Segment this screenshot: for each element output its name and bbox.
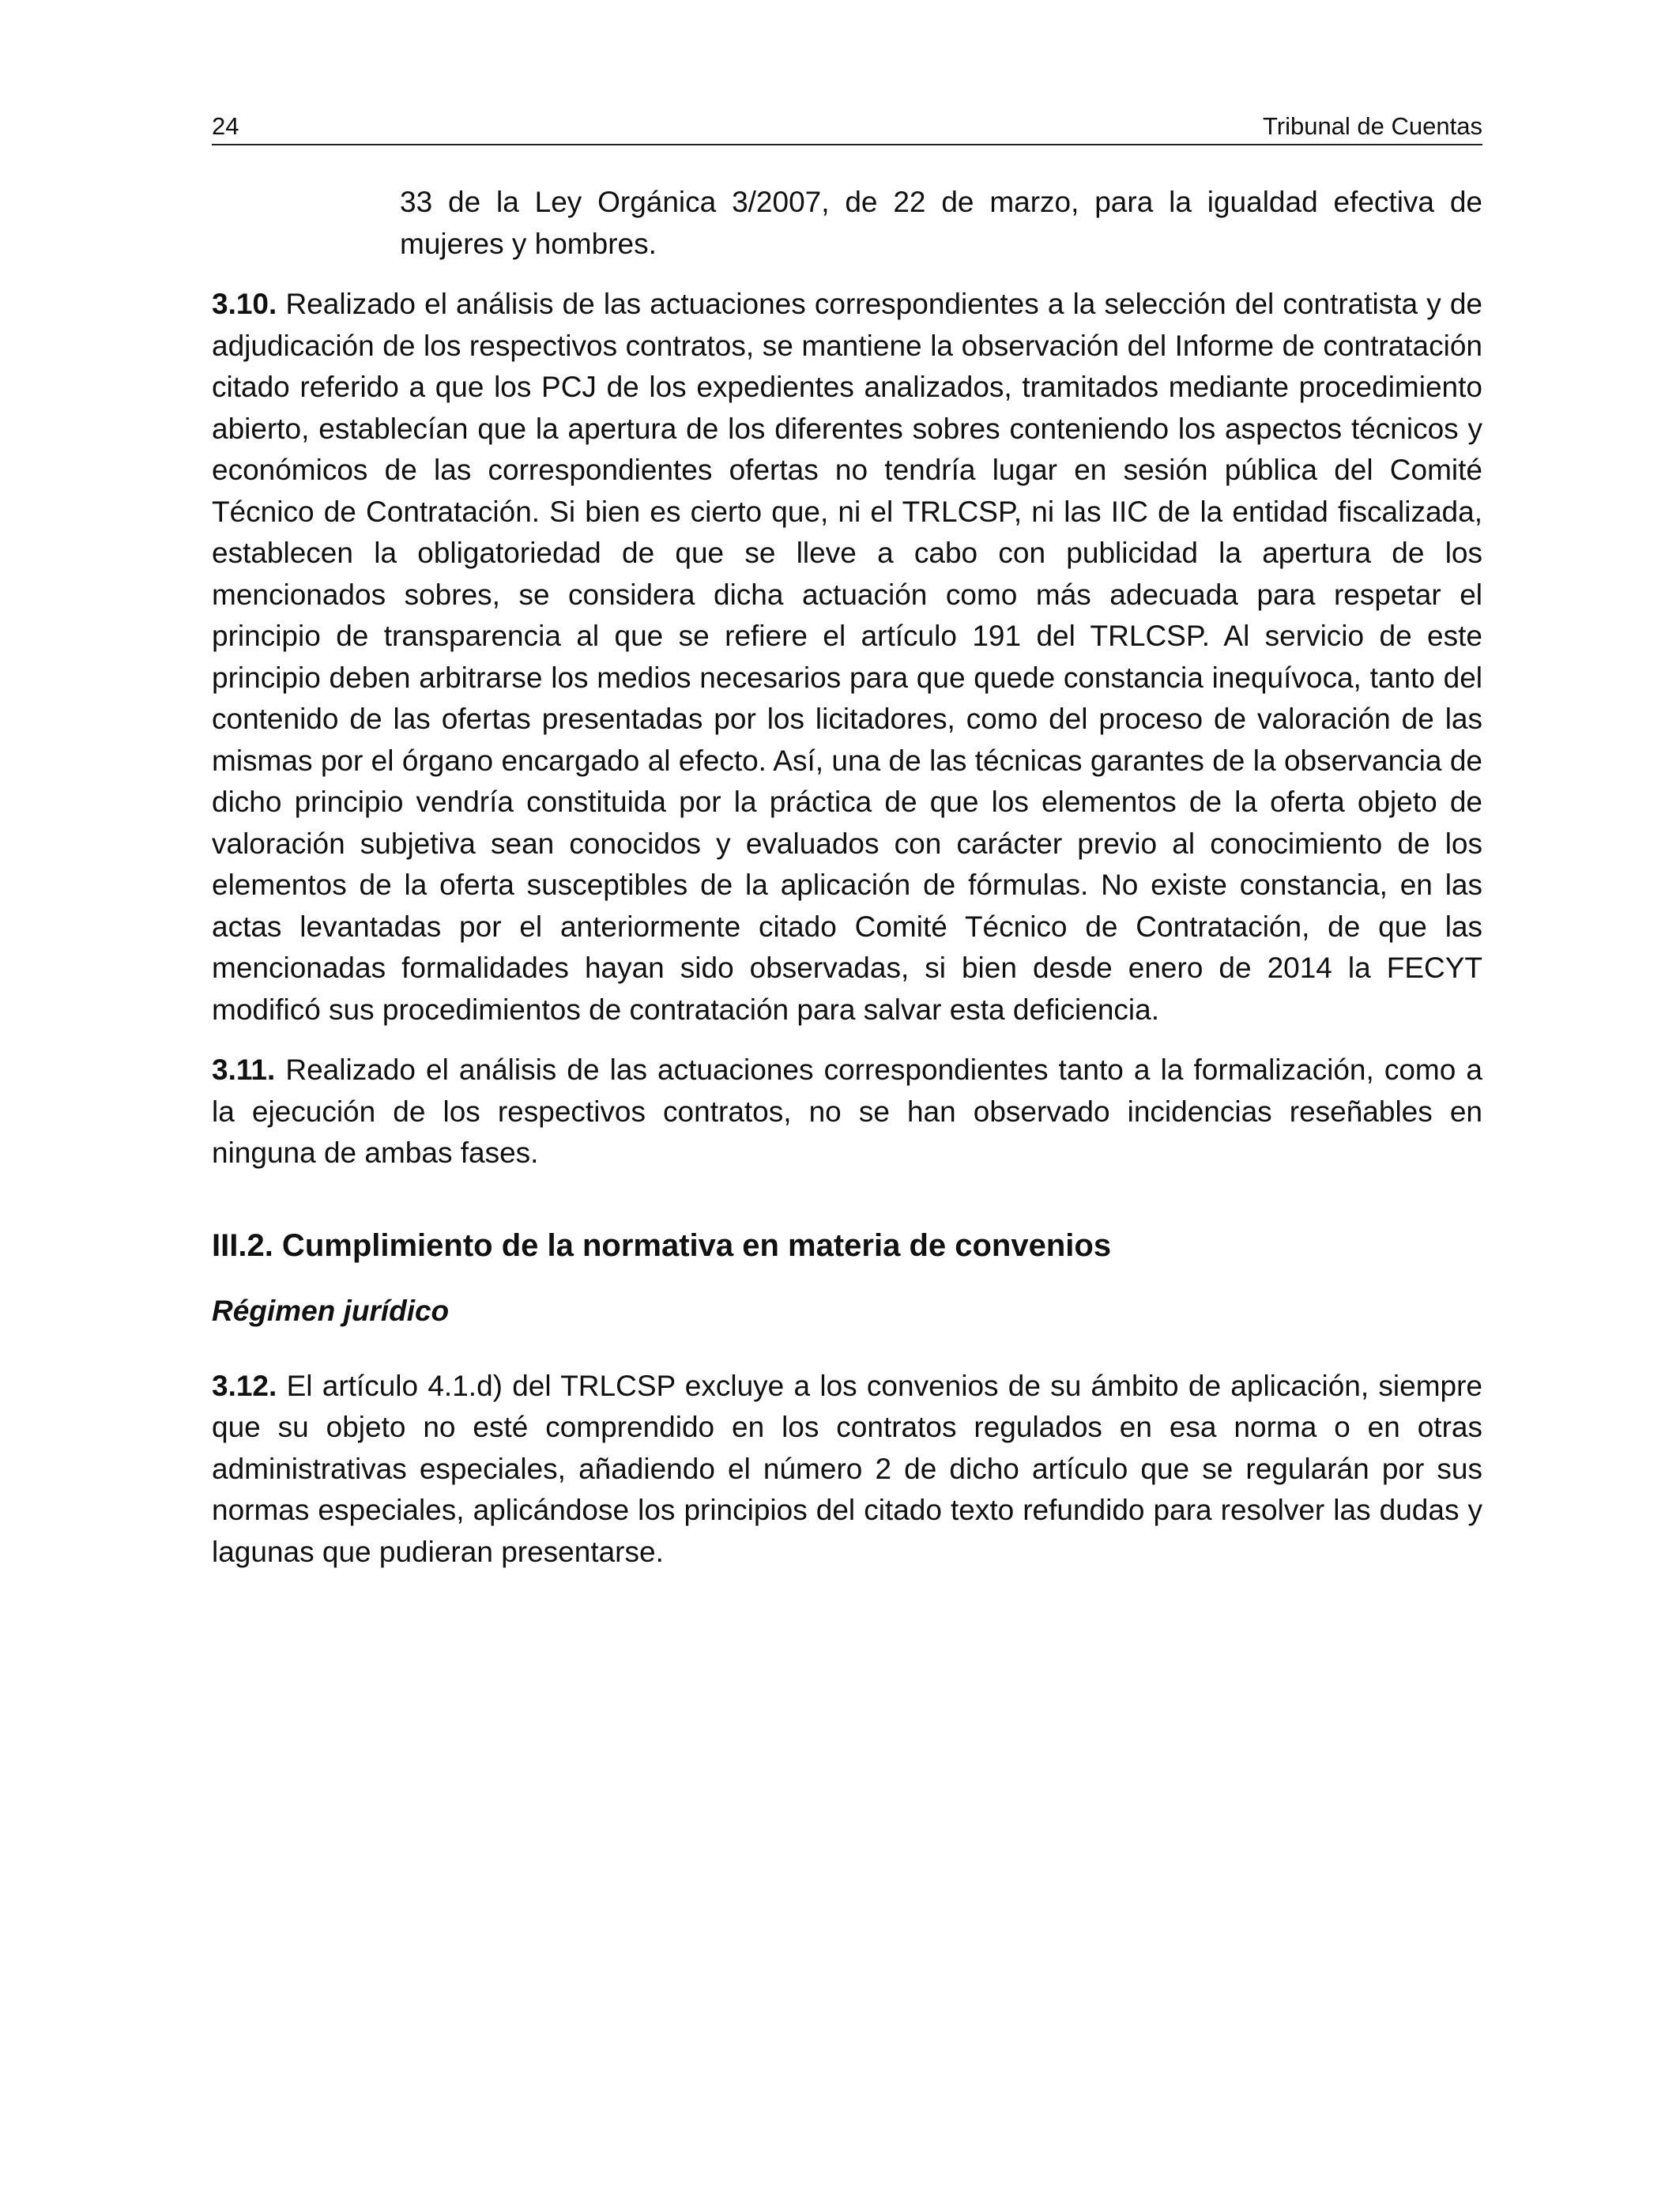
paragraph-text: Realizado el análisis de las actuaciones correspondientes a la selección del contratista y de adjudicación de los respectivos contratos, se mantiene la observación del Informe de contratación citado referido a que los PCJ de los expedientes analizados, tramitados mediante procedimiento abierto, establecían que la apertura de los diferentes sobres conteniendo los aspectos técnicos y económicos de las correspondientes ofertas no tendría lugar en sesión pública del Comité Técnico de Contratación. Si bien es cierto que, ni el TRLCSP, ni las IIC de la entidad fiscalizada, establecen la obligatoriedad de que se lleve a cabo con publicidad la apertura de los mencionados sobres, se considera dicha actuación como más adecuada para respetar el principio de transparencia al que se refiere el artículo 191 del TRLCSP. Al servicio de este principio deben arbitrarse los medios necesarios para que quede constancia inequívoca, tanto del contenido de las ofertas presentadas por los licitadores, como del proceso de valoración de las mismas por el órgano encargado al efecto. Así, una de las técnicas garantes de la observancia de dicho principio vendría constituida por la práctica de que los elementos de la oferta objeto de valoración subjetiva sean conocidos y evaluados con carácter previo al conocimiento de los elementos de la oferta susceptibles de la aplicación de fórmulas. No existe constancia, en las actas levantadas por el anteriormente citado Comité Técnico de Contratación, de que las mencionadas formalidades hayan sido observadas, si bien desde enero de 2014 la FECYT modificó sus procedimientos de contratación para salvar esta deficiencia.: [212, 288, 1482, 1026]
paragraph-number: 3.12.: [212, 1369, 277, 1402]
paragraph-3-12: [212, 1366, 1482, 1574]
paragraph-text: Realizado el análisis de las actuaciones correspondientes tanto a la formalización, como a la ejecución de los respectivos contratos, no se han observado incidencias reseñables en ninguna de ambas fases.: [212, 1054, 1482, 1169]
paragraph-3-11: [212, 1050, 1482, 1174]
header-organization: Tribunal de Cuentas: [1262, 112, 1482, 140]
paragraph-number: 3.10.: [212, 288, 277, 320]
continued-text: 33 de la Ley Orgánica 3/2007, de 22 de marzo, para la igualdad efectiva de mujeres y hombres.: [400, 186, 1482, 260]
page-number: 24: [212, 112, 239, 140]
section-heading: III.2. Cumplimiento de la normativa en materia de convenios: [212, 1227, 1112, 1263]
document-body: [212, 182, 1482, 1592]
paragraph-3-10: [212, 284, 1482, 1031]
subheading: Régimen jurídico: [212, 1294, 450, 1327]
page-header: [212, 111, 1482, 145]
paragraph-number: 3.11.: [212, 1054, 276, 1086]
paragraph-text: El artículo 4.1.d) del TRLCSP excluye a los convenios de su ámbito de aplicación, siempre que su objeto no esté comprendido en los contratos regulados en esa norma o en otras administrativas especiales, añadiendo el número 2 de dicho artículo que se regularán por sus normas especiales, aplicándose los principios del citado texto refundido para resolver las dudas y lagunas que pudieran presentarse.: [212, 1369, 1483, 1568]
